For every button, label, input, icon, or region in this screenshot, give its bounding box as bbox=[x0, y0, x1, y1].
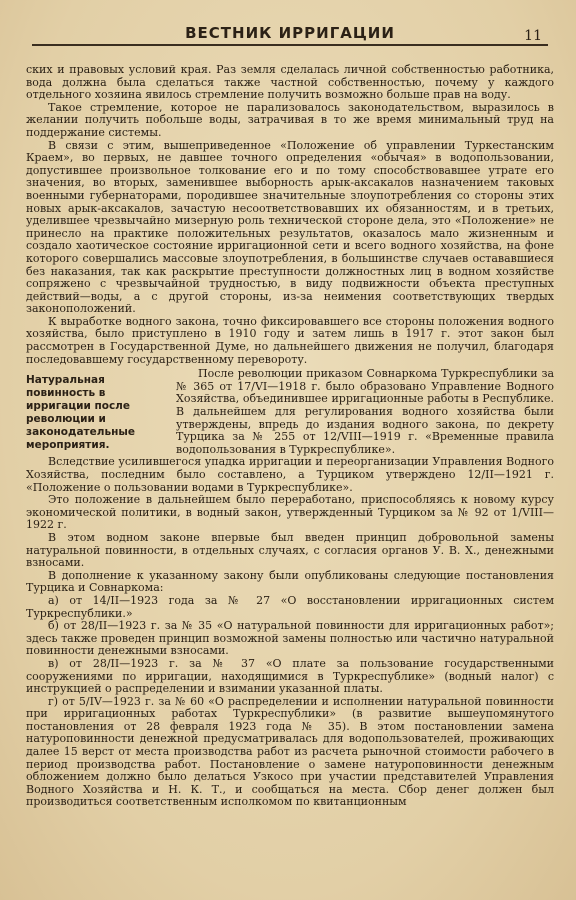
section-with-side-heading bbox=[26, 368, 554, 456]
paragraph: Такое стремление, которое не парализовалось законодательством, выразилось в желании получить побольше воды, затрачивая в то же время минимальный труд на поддержание системы. bbox=[26, 100, 554, 139]
article-body bbox=[26, 64, 554, 809]
list-item: в) от 28/II—1923 г. за № 37 «О плате за пользование государственными сооружениями по ирригации, находящимися в Туркреспублике» (водный налог) с инструкцией о распределении и взимании указанной платы. bbox=[26, 656, 554, 696]
paragraph: В дополнение к указанному закону были опубликованы следующие постановления Турцика и Совнаркома: bbox=[26, 568, 554, 595]
list-item: а) от 14/II—1923 года за № 27 «О восстановлении ирригационных систем Туркреспублики.» bbox=[26, 593, 554, 620]
paragraph: К выработке водного закона, точно фиксировавшего все стороны положения водного хозяйства, было приступлено в 1910 году и затем лишь в 1917 г. этот закон был рассмотрен в Государственной Думе, но дальнейшего движения не получил, благодаря последовавшему государственному перевороту. bbox=[26, 314, 554, 366]
list-item: г) от 5/IV—1923 г. за № 60 «О распределении и исполнении натуральной повинности при ирригационных работах Туркреспублики» (в развитие вышеупомянутого постановления от 28 февраля 1923 года № 35). В этом постановлении замена натуроповинности денежной предусматривалась для водопользователей, проживающих далее 15 верст от места производства работ из расчета рыночной стоимости рабочего в период производства работ. Постановление о замене натуроповинности денежным обложением должно было делаться Узкосо при участии представителей Управления Водного Хозяйства и Н. К. Т., и сообщаться на места. Сбор денег должен был производиться соответственным исполкомом по квитанционным bbox=[26, 694, 554, 809]
paragraph: В связи с этим, вышеприведенное «Положение об управлении Туркестанским Краем», во первых, не давшее точного определения «обычая» в водопользовании, допустившее произвольное толкование его и по тому способствовавшее утрате его значения, во вторых, заменившее выборность арык-аксакалов назначением таковых военными губернаторами, породившее значительные злоупотребления со стороны этих новых арык-аксакалов, зачастую несоответствовавших их обязанностям, и в третьих, уделившее чрезвычайно мизерную роль технической стороне дела, это «Положение» не принесло на практике положительных результатов, оказалось мало жизненным и создало хаотическое состояние ирригационной сети и всего водного хозяйства, на фоне которого совершались массовые злоупотребления, в большинстве случаев остававшиеся без наказания, так как раскрытие преступности должностных лиц в водном хозяйстве сопряжено с чрезвычайной трудностью, в виду подвижности объекта преступных действий—воды, а с другой стороны, из-за неимения соответствующих твердых законоположений. bbox=[26, 138, 554, 316]
side-heading: Натуральная повинность в ирригации после революции и законодательные мероприятия. bbox=[26, 374, 135, 452]
paragraph: В этом водном законе впервые был введен принцип добровольной замены натуральной повинности, в отдельных случаях, с согласия органов У. В. Х., денежными взносами. bbox=[26, 530, 554, 570]
paragraph: Это положение в дальнейшем было переработано, приспособляясь к новому курсу экономической политики, в водный закон, утвержденный Турциком за № 92 от 1/VIII—1922 г. bbox=[26, 493, 554, 532]
list-item: б) от 28/II—1923 г. за № 35 «О натуральной повинности для ирригационных работ»; здесь также проведен принцип возможной замены полностью или частично натуральной повинности денежными взносами. bbox=[26, 619, 554, 658]
journal-title: ВЕСТНИК ИРРИГАЦИИ bbox=[185, 24, 395, 42]
paragraph: После революции приказом Совнаркома Туркреспублики за № 365 от 17/VI—1918 г. было образовано Управление Водного Хозяйства, объединившее ирригационные работы в Республике. В дальнейшем для регулирования водного хозяйства были утверждены, впредь до издания водного закона, по декрету Турцика за № 255 от 12/VIII—1919 г. «Временные правила водопользования в Туркреспублике». bbox=[176, 367, 554, 456]
page-number: 11 bbox=[524, 28, 542, 44]
page-header bbox=[32, 0, 548, 46]
paragraph: ских и правовых условий края. Раз земля сделалась личной собственностью работника, вода должна была сделаться также частной собственностью, почему у каждого отдельного хозяина явилось стремление получить возможно больше прав на воду. bbox=[26, 63, 554, 102]
paragraph: Вследствие усилившегося упадка ирригации и переорганизации Управления Водного Хозяйства, последним было составлено, а Турциком утверждено 12/II—1921 г. «Положение о пользовании водами в Туркреспублике». bbox=[26, 455, 554, 494]
